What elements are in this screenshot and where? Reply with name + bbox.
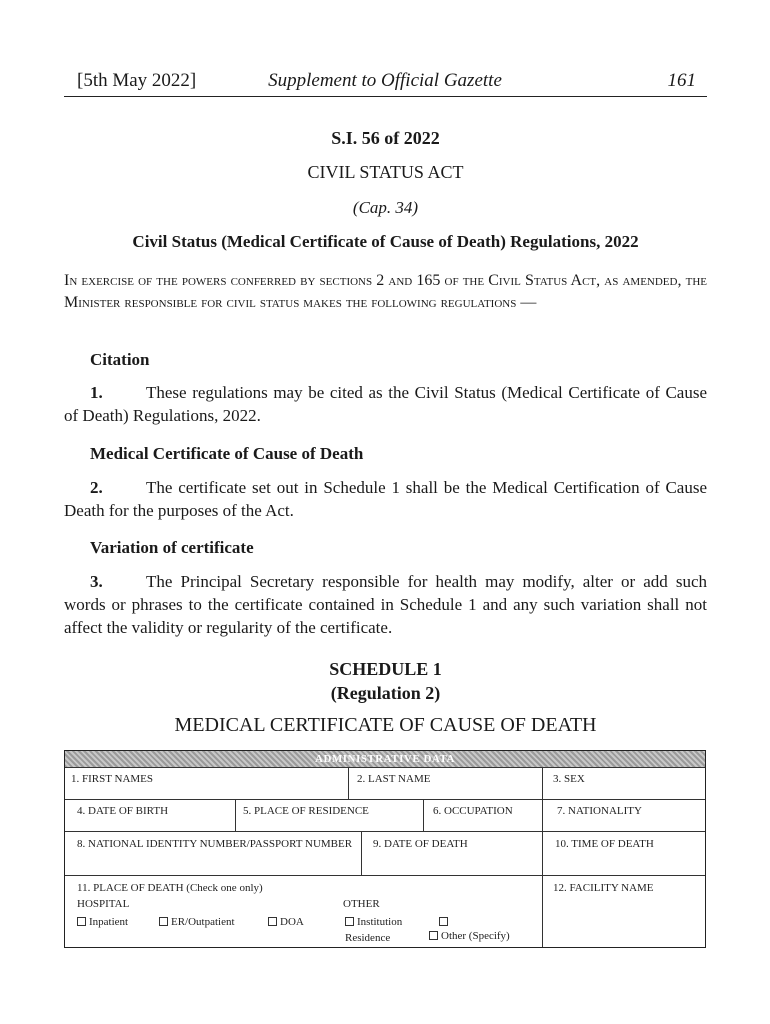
section-paragraph: [64, 570, 707, 639]
occupation-field: 6. OCCUPATION: [433, 805, 513, 817]
hospital-label: HOSPITAL: [77, 898, 130, 910]
last-name-field: 2. LAST NAME: [357, 773, 431, 785]
checkbox[interactable]: [429, 931, 438, 940]
section-number: 3.: [90, 572, 103, 591]
option-doa[interactable]: DOA: [268, 915, 304, 929]
regulations-title: Civil Status (Medical Certificate of Cause of Death) Regulations, 2022: [132, 232, 639, 251]
place-of-death-field: 11. PLACE OF DEATH (Check one only): [77, 882, 263, 894]
option-residence-checkbox[interactable]: [439, 915, 451, 929]
option-er-outpatient[interactable]: ER/Outpatient: [159, 915, 235, 929]
option-other-specify[interactable]: Other (Specify): [429, 929, 510, 943]
option-institution[interactable]: Institution: [345, 915, 402, 929]
admin-data-band: ADMINISTRATIVE DATA: [65, 751, 705, 767]
gazette-title: Supplement to Official Gazette: [268, 70, 502, 91]
checkbox[interactable]: [268, 917, 277, 926]
act-cap: (Cap. 34): [352, 198, 419, 217]
section-paragraph: [64, 476, 707, 522]
section-text: The Principal Secretary responsible for health may modify, alter or add such words or phrases to the certificate contained in Schedule 1 and any such variation shall not affect the validity or regularity of the certificate.: [64, 572, 707, 637]
header-rule: [64, 96, 707, 97]
section-number: 1.: [90, 383, 103, 402]
section-heading: Variation of certificate: [90, 538, 254, 557]
schedule-title: SCHEDULE 1: [329, 659, 442, 679]
checkbox[interactable]: [77, 917, 86, 926]
place-of-residence-field: 5. PLACE OF RESIDENCE: [243, 805, 369, 817]
section-paragraph: [64, 381, 707, 427]
certificate-form: [64, 750, 706, 948]
si-number: S.I. 56 of 2022: [331, 128, 440, 148]
page-number: 161: [667, 70, 696, 91]
sex-field: 3. SEX: [553, 773, 585, 785]
date-of-death-field: 9. DATE OF DEATH: [373, 838, 468, 850]
section-number: 2.: [90, 478, 103, 497]
checkbox[interactable]: [439, 917, 448, 926]
gazette-date: [5th May 2022]: [77, 70, 197, 91]
facility-name-field: 12. FACILITY NAME: [553, 882, 654, 894]
date-of-birth-field: 4. DATE OF BIRTH: [77, 805, 169, 817]
national-id-field: 8. NATIONAL IDENTITY NUMBER/PASSPORT NUMBER: [77, 838, 353, 850]
enacting-clause: In exercise of the powers conferred by sections 2 and 165 of the Civil Status Act, as amended, the Minister responsible for civil status makes the following regulations —: [64, 272, 707, 311]
section-heading: Citation: [90, 350, 150, 369]
first-names-field: 1. FIRST NAMES: [71, 773, 154, 785]
section-text: The certificate set out in Schedule 1 shall be the Medical Certification of Cause Death for the purposes of the Act.: [64, 478, 707, 520]
option-inpatient[interactable]: Inpatient: [77, 915, 128, 929]
option-residence-label: Residence: [345, 932, 391, 944]
time-of-death-field: 10. TIME OF DEATH: [555, 838, 654, 850]
act-name: CIVIL STATUS ACT: [307, 162, 464, 182]
checkbox[interactable]: [345, 917, 354, 926]
nationality-field: 7. NATIONALITY: [557, 805, 642, 817]
checkbox[interactable]: [159, 917, 168, 926]
schedule-regulation: (Regulation 2): [330, 683, 441, 703]
other-label: OTHER: [343, 898, 380, 910]
section-heading: Medical Certificate of Cause of Death: [90, 444, 364, 463]
form-title: MEDICAL CERTIFICATE OF CAUSE OF DEATH: [174, 714, 597, 736]
section-text: These regulations may be cited as the Civil Status (Medical Certificate of Cause of Death) Regulations, 2022.: [64, 383, 707, 425]
